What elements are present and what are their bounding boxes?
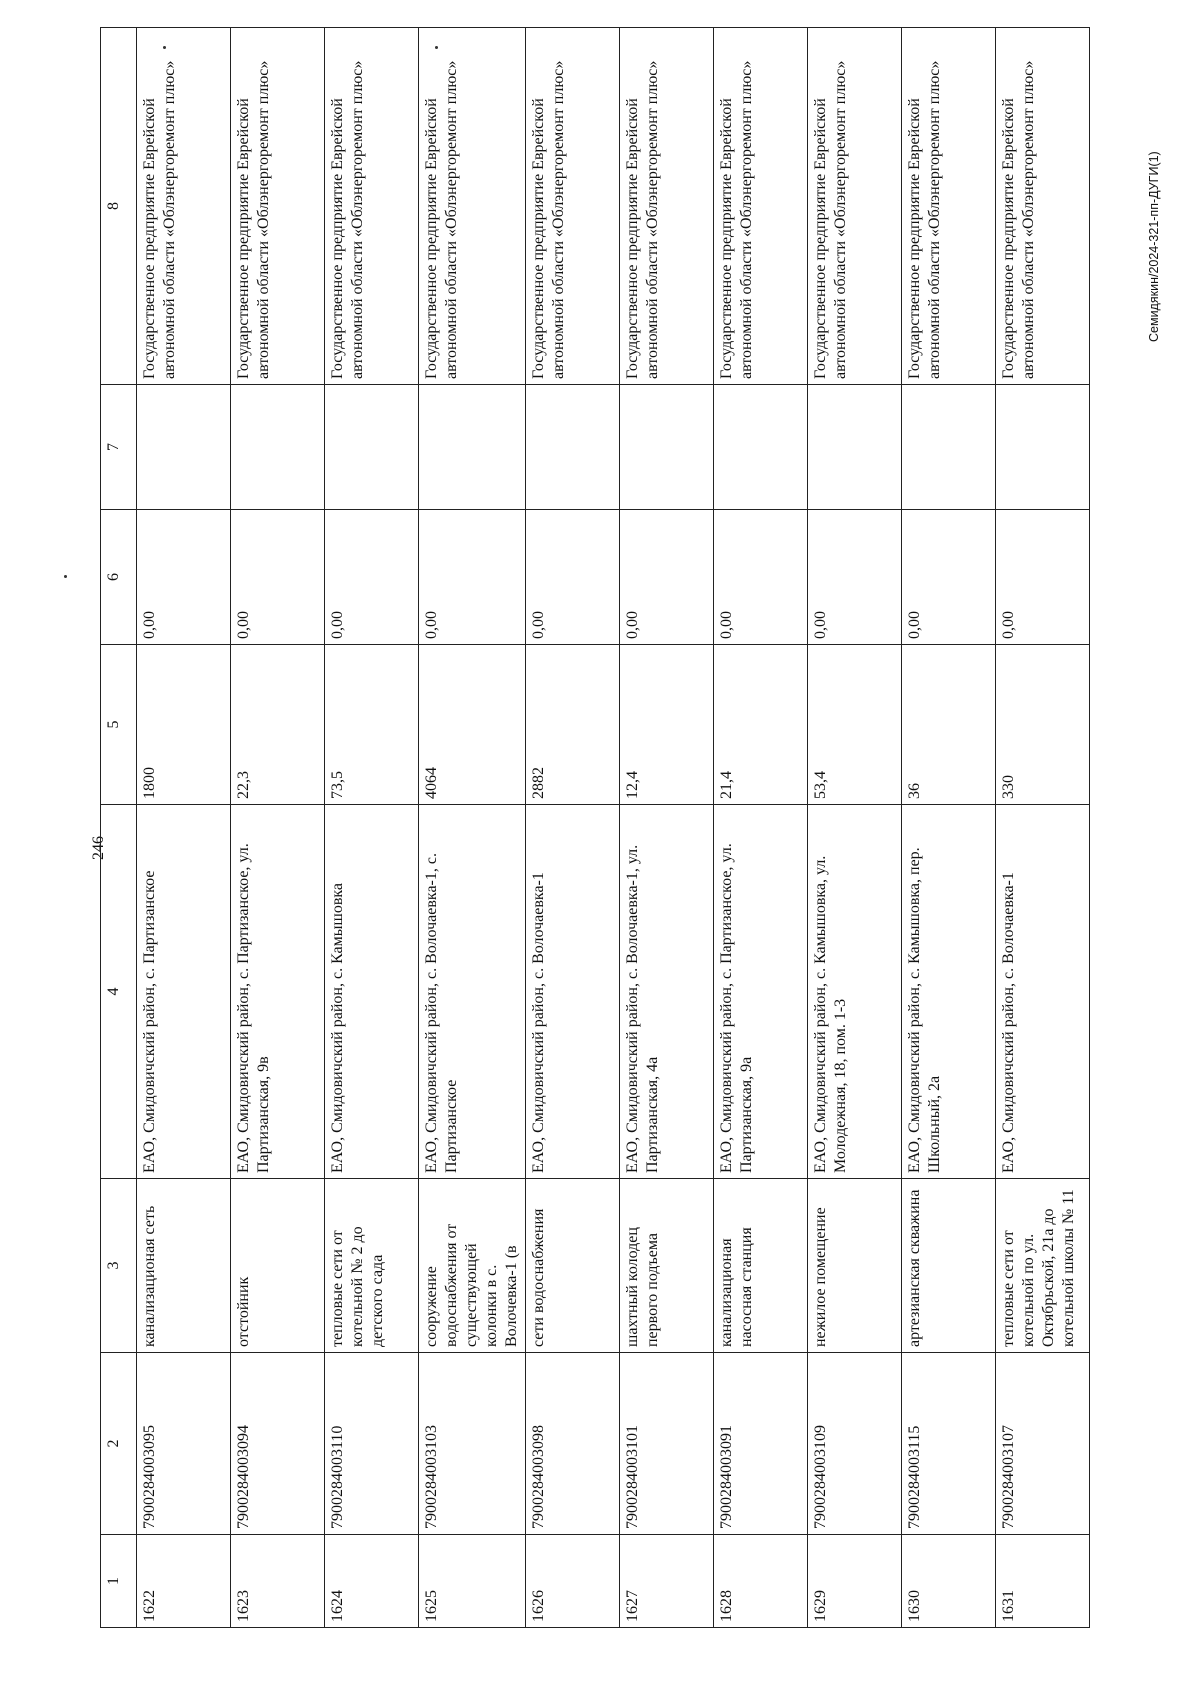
rotated-table-container xyxy=(100,28,1075,1628)
table-row xyxy=(419,28,526,1628)
cadastral-code-cell: 7900284003115 xyxy=(902,1353,996,1535)
row-number-cell: 1623 xyxy=(231,1535,325,1628)
row-number-cell: 1622 xyxy=(137,1535,231,1628)
quantity-cell: 1800 xyxy=(137,645,231,805)
row-number-cell: 1626 xyxy=(526,1535,620,1628)
cost-value-cell: 0,00 xyxy=(620,510,714,645)
quantity-cell: 330 xyxy=(996,645,1090,805)
object-address-cell: ЕАО, Смидовичский район, с. Волочаевка-1 xyxy=(526,805,620,1179)
column-7-cell xyxy=(714,385,808,510)
column-7-cell xyxy=(419,385,526,510)
rights-holder-cell: Государственное предприятие Еврейской автономной области «Облэнергоремонт плюс» xyxy=(996,28,1090,385)
column-7-cell xyxy=(526,385,620,510)
object-name-cell: сети водоснабжения xyxy=(526,1179,620,1353)
column-number-header: 4 xyxy=(101,805,137,1179)
object-name-cell: канализационая сеть xyxy=(137,1179,231,1353)
rights-holder-cell: Государственное предприятие Еврейской автономной области «Облэнергоремонт плюс» xyxy=(231,28,325,385)
cadastral-code-cell: 7900284003094 xyxy=(231,1353,325,1535)
rights-holder-cell: Государственное предприятие Еврейской автономной области «Облэнергоремонт плюс» xyxy=(714,28,808,385)
object-name-cell: отстойник xyxy=(231,1179,325,1353)
cadastral-code-cell: 7900284003107 xyxy=(996,1353,1090,1535)
row-number-cell: 1625 xyxy=(419,1535,526,1628)
object-address-cell: ЕАО, Смидовичский район, с. Камышовка, пер. Школьный, 2а xyxy=(902,805,996,1179)
object-name-cell: артезианская скважина xyxy=(902,1179,996,1353)
cadastral-code-cell: 7900284003109 xyxy=(808,1353,902,1535)
table-row xyxy=(620,28,714,1628)
column-7-cell xyxy=(231,385,325,510)
object-address-cell: ЕАО, Смидовичский район, с. Партизанское xyxy=(137,805,231,1179)
row-number-cell: 1630 xyxy=(902,1535,996,1628)
table-row xyxy=(526,28,620,1628)
cost-value-cell: 0,00 xyxy=(526,510,620,645)
table-row xyxy=(137,28,231,1628)
table-row xyxy=(714,28,808,1628)
cadastral-code-cell: 7900284003101 xyxy=(620,1353,714,1535)
column-number-row xyxy=(101,28,137,1628)
property-register-table xyxy=(100,27,1090,1628)
cost-value-cell: 0,00 xyxy=(419,510,526,645)
row-number-cell: 1628 xyxy=(714,1535,808,1628)
cost-value-cell: 0,00 xyxy=(808,510,902,645)
row-number-cell: 1629 xyxy=(808,1535,902,1628)
column-number-header: 3 xyxy=(101,1179,137,1353)
column-number-header: 2 xyxy=(101,1353,137,1535)
object-name-cell: канализационая насосная станция xyxy=(714,1179,808,1353)
object-name-cell: тепловые сети от котельной № 2 до детского сада xyxy=(325,1179,419,1353)
quantity-cell: 2882 xyxy=(526,645,620,805)
cadastral-code-cell: 7900284003095 xyxy=(137,1353,231,1535)
quantity-cell: 21,4 xyxy=(714,645,808,805)
object-name-cell: шахтный колодец первого подъема xyxy=(620,1179,714,1353)
row-number-cell: 1631 xyxy=(996,1535,1090,1628)
object-address-cell: ЕАО, Смидовичский район, с. Камышовка, ул. Молодежная, 18, пом. 1-3 xyxy=(808,805,902,1179)
document-footer-code: Семидякин/2024-321-пп-ДУГИ(1) xyxy=(1147,151,1161,342)
column-7-cell xyxy=(902,385,996,510)
column-7-cell xyxy=(808,385,902,510)
rights-holder-cell: Государственное предприятие Еврейской автономной области «Облэнергоремонт плюс» xyxy=(620,28,714,385)
quantity-cell: 36 xyxy=(902,645,996,805)
register-body xyxy=(137,28,1090,1628)
cadastral-code-cell: 7900284003098 xyxy=(526,1353,620,1535)
cadastral-code-cell: 7900284003091 xyxy=(714,1353,808,1535)
page-number: 246 xyxy=(90,836,107,860)
rights-holder-cell: Государственное предприятие Еврейской автономной области «Облэнергоремонт плюс» xyxy=(526,28,620,385)
table-row xyxy=(231,28,325,1628)
column-number-header: 7 xyxy=(101,385,137,510)
row-number-cell: 1624 xyxy=(325,1535,419,1628)
object-address-cell: ЕАО, Смидовичский район, с. Камышовка xyxy=(325,805,419,1179)
cadastral-code-cell: 7900284003103 xyxy=(419,1353,526,1535)
cost-value-cell: 0,00 xyxy=(996,510,1090,645)
column-7-cell xyxy=(137,385,231,510)
column-number-header: 5 xyxy=(101,645,137,805)
quantity-cell: 73,5 xyxy=(325,645,419,805)
cost-value-cell: 0,00 xyxy=(325,510,419,645)
object-name-cell: нежилое помещение xyxy=(808,1179,902,1353)
cost-value-cell: 0,00 xyxy=(902,510,996,645)
column-number-header: 6 xyxy=(101,510,137,645)
object-address-cell: ЕАО, Смидовичский район, с. Волочаевка-1 xyxy=(996,805,1090,1179)
rights-holder-cell: Государственное предприятие Еврейской автономной области «Облэнергоремонт плюс» xyxy=(808,28,902,385)
quantity-cell: 4064 xyxy=(419,645,526,805)
cadastral-code-cell: 7900284003110 xyxy=(325,1353,419,1535)
object-address-cell: ЕАО, Смидовичский район, с. Партизанское, ул. Партизанская, 9в xyxy=(231,805,325,1179)
rights-holder-cell: Государственное предприятие Еврейской автономной области «Облэнергоремонт плюс» xyxy=(137,28,231,385)
rights-holder-cell: Государственное предприятие Еврейской автономной области «Облэнергоремонт плюс» xyxy=(419,28,526,385)
column-7-cell xyxy=(325,385,419,510)
quantity-cell: 53,4 xyxy=(808,645,902,805)
table-row xyxy=(902,28,996,1628)
rights-holder-cell: Государственное предприятие Еврейской автономной области «Облэнергоремонт плюс» xyxy=(325,28,419,385)
object-address-cell: ЕАО, Смидовичский район, с. Волочаевка-1, ул. Партизанская, 4а xyxy=(620,805,714,1179)
cost-value-cell: 0,00 xyxy=(137,510,231,645)
column-7-cell xyxy=(620,385,714,510)
column-number-header: 1 xyxy=(101,1535,137,1628)
table-row xyxy=(808,28,902,1628)
rights-holder-cell: Государственное предприятие Еврейской автономной области «Облэнергоремонт плюс» xyxy=(902,28,996,385)
quantity-cell: 22,3 xyxy=(231,645,325,805)
row-number-cell: 1627 xyxy=(620,1535,714,1628)
cost-value-cell: 0,00 xyxy=(714,510,808,645)
column-number-header: 8 xyxy=(101,28,137,385)
scan-speck xyxy=(64,575,67,578)
table-row xyxy=(325,28,419,1628)
object-name-cell: сооружение водоснабжения от существующей колонки в с. Волочевка-1 (в xyxy=(419,1179,526,1353)
object-address-cell: ЕАО, Смидовичский район, с. Партизанское, ул. Партизанская, 9а xyxy=(714,805,808,1179)
cost-value-cell: 0,00 xyxy=(231,510,325,645)
table-row xyxy=(996,28,1090,1628)
column-7-cell xyxy=(996,385,1090,510)
object-name-cell: тепловые сети от котельной по ул. Октябрьской, 21а до котельной школы № 11 xyxy=(996,1179,1090,1353)
quantity-cell: 12,4 xyxy=(620,645,714,805)
object-address-cell: ЕАО, Смидовичский район, с. Волочаевка-1, с. Партизанское xyxy=(419,805,526,1179)
